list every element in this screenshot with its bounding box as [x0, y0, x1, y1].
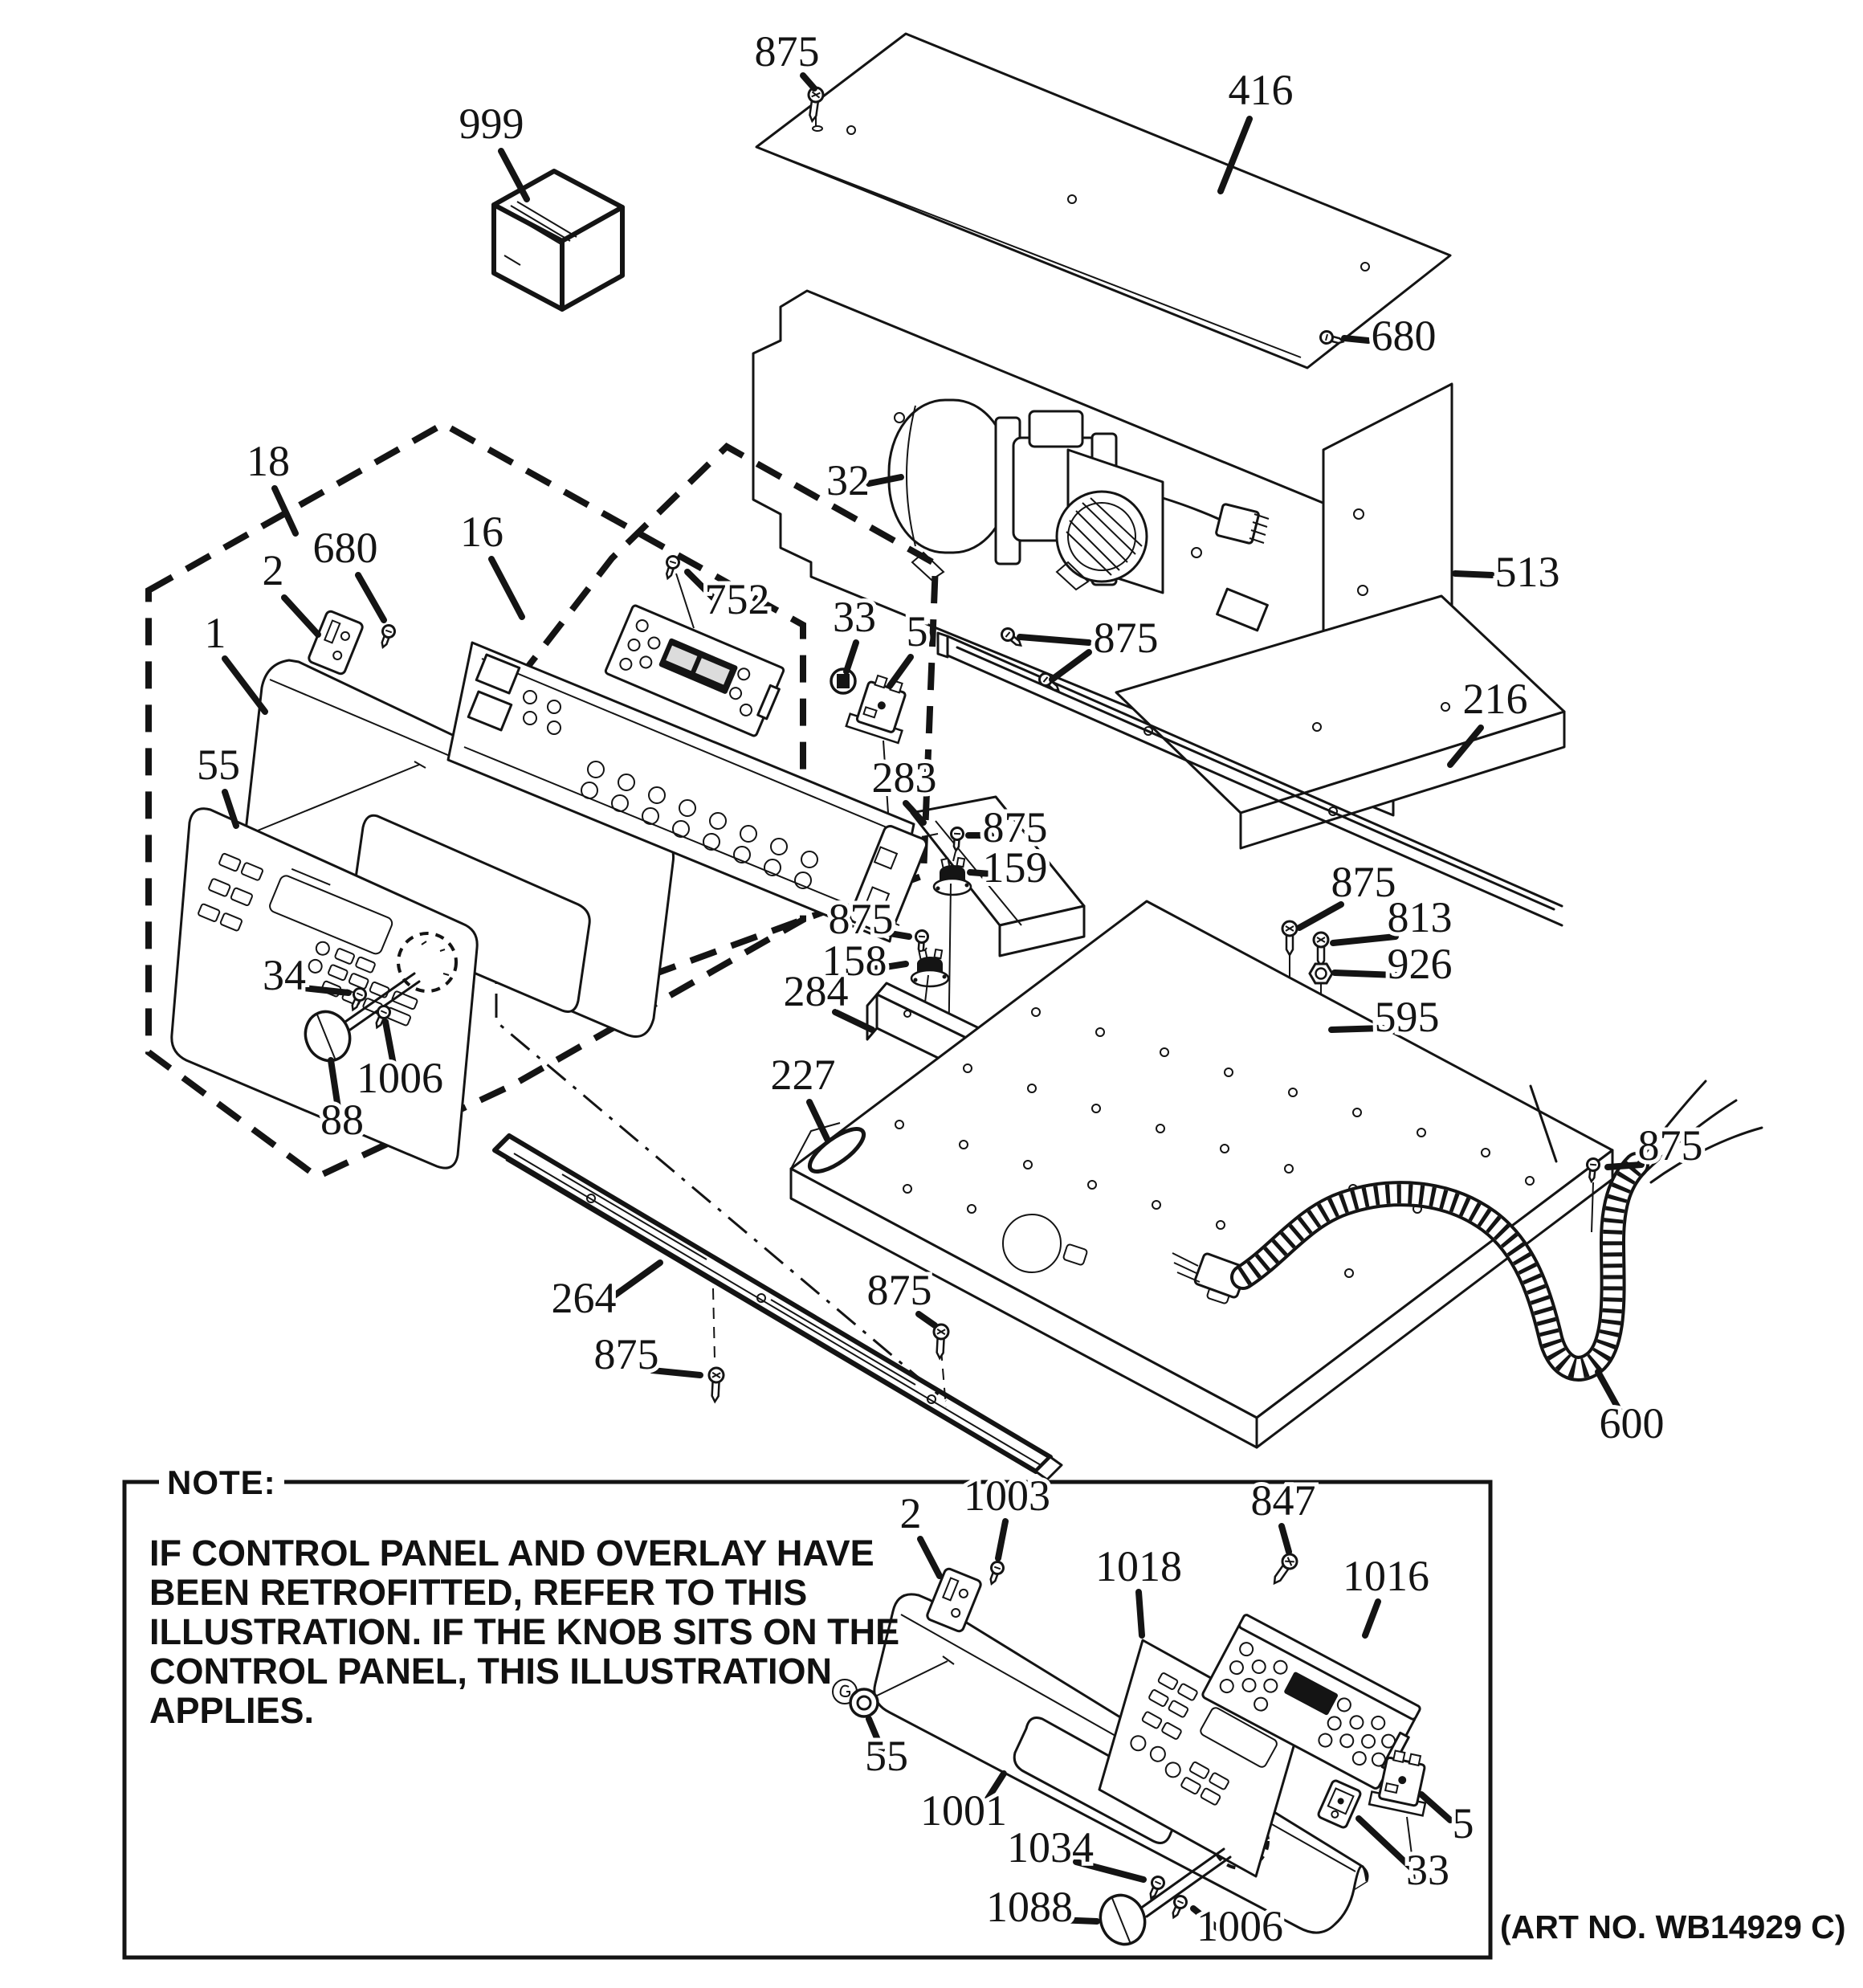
- callout-1016: [1343, 1552, 1429, 1635]
- callout-label: 16: [460, 508, 503, 556]
- callout-label: 158: [821, 937, 887, 985]
- callout-label: 1001: [920, 1786, 1007, 1835]
- callout-label: 1006: [357, 1054, 443, 1102]
- callout-label: 813: [1387, 893, 1453, 941]
- callout-label: 875: [754, 27, 820, 76]
- callout-label: 875: [866, 1266, 932, 1314]
- thermostat-158: [911, 949, 948, 986]
- callout-label: 18: [247, 437, 290, 485]
- callout-label: 1034: [1007, 1823, 1094, 1872]
- callout-416: [1221, 66, 1294, 191]
- callout-16: [460, 508, 522, 617]
- callout-leader: [284, 598, 318, 635]
- callout-label: 1: [204, 609, 226, 657]
- callout-label: 5: [906, 607, 928, 655]
- nut-926: [1310, 964, 1332, 983]
- callout-leader: [609, 1263, 660, 1300]
- callout-33: [1359, 1819, 1449, 1894]
- callout-752: [687, 572, 770, 623]
- callout-label: 2: [899, 1489, 922, 1537]
- callout-label: 227: [770, 1051, 836, 1099]
- callout-label: 875: [1331, 858, 1396, 906]
- callout-1: [205, 609, 266, 712]
- callout-leader: [1299, 904, 1341, 928]
- callout-leader: [890, 657, 911, 686]
- callout-label: 416: [1228, 66, 1294, 114]
- callout-label: 2: [262, 546, 284, 594]
- callout-label: 34: [263, 951, 306, 999]
- callout-leader: [1608, 1165, 1641, 1167]
- callout-label: 847: [1250, 1476, 1316, 1525]
- centerline-752: [676, 574, 694, 628]
- callout-875: [755, 27, 820, 88]
- knob-1088: [1093, 1888, 1152, 1951]
- callout-label: 600: [1599, 1399, 1665, 1447]
- callout-label: 875: [1637, 1121, 1703, 1170]
- screw-875-tall: [1282, 921, 1297, 955]
- cap-33-upper: [831, 669, 855, 693]
- callout-875: [867, 1266, 936, 1325]
- callout-label: 875: [1093, 614, 1159, 662]
- callout-leader: [1455, 574, 1492, 575]
- callout-1001: [920, 1774, 1007, 1835]
- callout-875: [594, 1330, 701, 1378]
- art-number: (ART NO. WB14929 C): [1500, 1908, 1846, 1945]
- screw-680-left: [377, 623, 397, 649]
- callout-2: [263, 546, 319, 635]
- callout-leader: [1282, 1526, 1289, 1552]
- callout-label: 264: [551, 1274, 617, 1322]
- callout-875: [1299, 858, 1396, 928]
- callout-label: 283: [871, 753, 937, 802]
- callout-label: 680: [312, 524, 378, 572]
- callout-leader: [1365, 1602, 1378, 1635]
- callout-label: 752: [704, 575, 770, 623]
- callout-label: 284: [783, 967, 849, 1015]
- callout-label: 1006: [1196, 1902, 1283, 1950]
- screw-875-strip-1: [707, 1368, 724, 1402]
- callout-513: [1455, 548, 1560, 596]
- screw-875-strip-2: [932, 1325, 948, 1359]
- callout-leader: [1344, 338, 1368, 341]
- callout-847: [1251, 1476, 1316, 1552]
- callout-leader: [1333, 937, 1396, 943]
- callout-leader: [809, 1102, 827, 1139]
- callout-926: [1335, 940, 1453, 988]
- callout-999: [459, 100, 528, 199]
- note-switch-33: [1317, 1779, 1361, 1828]
- callout-label: 55: [865, 1732, 908, 1780]
- note-text-line: ILLUSTRATION. IF THE KNOB SITS ON THE: [149, 1611, 900, 1652]
- callout-label: 1003: [964, 1472, 1050, 1520]
- centerline-875-left: [713, 1288, 715, 1359]
- callout-label: 926: [1387, 940, 1453, 988]
- callout-label: 1088: [986, 1883, 1073, 1931]
- callout-label: 55: [197, 741, 240, 789]
- screw-813: [1314, 933, 1328, 966]
- note-text-line: IF CONTROL PANEL AND OVERLAY HAVE: [149, 1533, 874, 1574]
- note-text-line: BEEN RETROFITTED, REFER TO THIS: [149, 1572, 808, 1613]
- part-2-bracket-upper: [308, 610, 364, 675]
- callout-5: [1421, 1794, 1474, 1847]
- callout-leader: [803, 76, 814, 88]
- callout-label: 875: [982, 803, 1048, 851]
- callout-label: 999: [459, 100, 524, 148]
- note-text-line: APPLIES.: [149, 1690, 315, 1731]
- callout-227: [771, 1051, 836, 1139]
- callout-leader: [358, 575, 384, 620]
- note-title: NOTE:: [159, 1463, 284, 1502]
- callout-label: 875: [828, 895, 894, 943]
- callout-label: 1016: [1343, 1552, 1429, 1600]
- callout-leader: [275, 488, 296, 533]
- callout-leader: [225, 659, 265, 712]
- callout-label: 32: [826, 456, 870, 504]
- screw-847: [1269, 1551, 1300, 1587]
- callout-600: [1598, 1372, 1665, 1447]
- callout-leader: [846, 643, 856, 672]
- callout-leader: [1359, 1819, 1412, 1868]
- callout-label: 513: [1494, 548, 1560, 596]
- callout-label: 5: [1452, 1799, 1474, 1847]
- callout-label: 33: [833, 593, 876, 641]
- callout-label: 680: [1371, 312, 1437, 360]
- callout-label: 159: [982, 843, 1048, 892]
- callout-leader: [652, 1370, 700, 1375]
- callout-1006: [1193, 1902, 1283, 1950]
- callout-1088: [986, 1883, 1097, 1931]
- callout-680: [313, 524, 385, 620]
- callout-label: 875: [593, 1330, 659, 1378]
- callout-label: 216: [1462, 675, 1528, 723]
- callout-leader: [1421, 1794, 1450, 1820]
- callout-label: 1018: [1095, 1542, 1182, 1590]
- callout-5: [890, 607, 928, 686]
- callout-label: 33: [1406, 1846, 1449, 1894]
- note-text-line: CONTROL PANEL, THIS ILLUSTRATION: [149, 1651, 832, 1692]
- callout-leader: [491, 559, 522, 617]
- callout-label: 595: [1374, 993, 1440, 1041]
- callout-label: 88: [320, 1096, 364, 1144]
- part-999-literature-box: [494, 171, 622, 309]
- callout-33: [833, 593, 876, 672]
- callout-264: [552, 1263, 661, 1322]
- callout-leader: [919, 1314, 935, 1325]
